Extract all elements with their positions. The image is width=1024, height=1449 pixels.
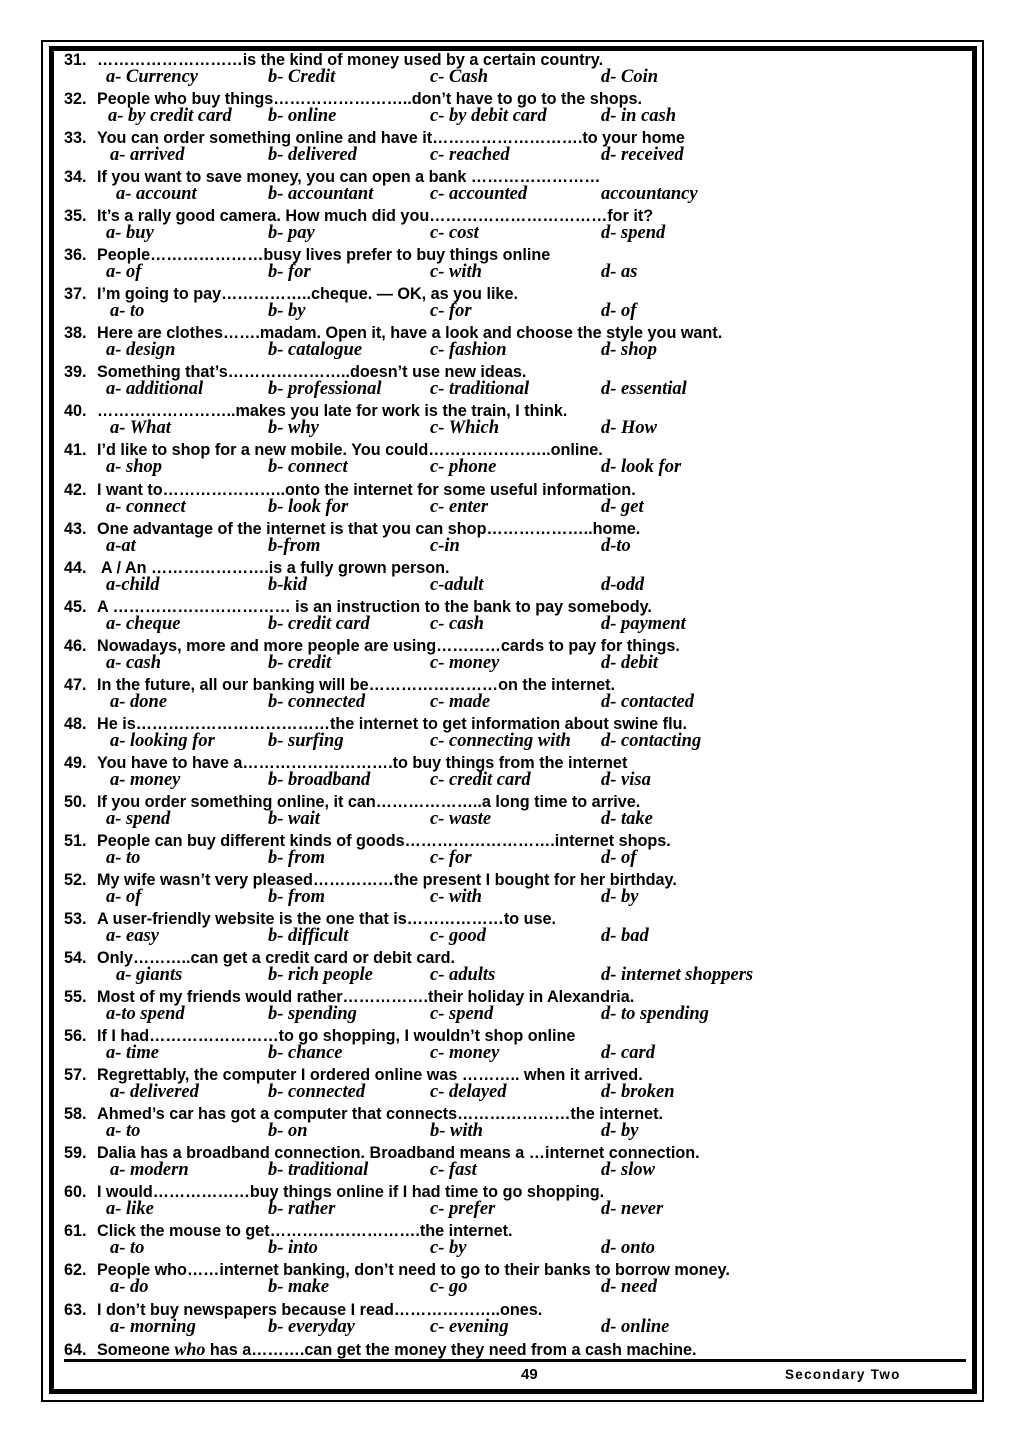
option-c: c- adults bbox=[430, 965, 496, 986]
option-c: c- phone bbox=[430, 457, 497, 478]
option-a: a- to bbox=[110, 301, 145, 322]
question-item bbox=[64, 636, 964, 675]
option-c: c- accounted bbox=[430, 184, 528, 205]
question-item bbox=[64, 1260, 964, 1299]
question-text: A …………………………… is an instruction to the bank to pay somebody. bbox=[97, 597, 652, 616]
question-number: 33. bbox=[64, 129, 87, 148]
option-b: b- Credit bbox=[268, 67, 336, 87]
question-number: 56. bbox=[64, 1027, 87, 1046]
option-b: b- on bbox=[268, 1121, 308, 1142]
option-b: b- wait bbox=[268, 808, 320, 829]
answer-options bbox=[64, 926, 964, 946]
page-number: 49 bbox=[521, 1366, 538, 1383]
answer-options bbox=[64, 614, 964, 634]
option-c: c-in bbox=[430, 535, 460, 556]
question-item bbox=[64, 1065, 964, 1104]
question-text: Click the mouse to get……………………….the internet. bbox=[97, 1222, 513, 1241]
option-c: c- reached bbox=[430, 145, 510, 166]
option-b: b- rich people bbox=[268, 965, 373, 986]
question-item bbox=[64, 792, 964, 831]
question-text: ………………………is the kind of money used by a certain country. bbox=[97, 51, 604, 69]
option-b: b- look for bbox=[268, 496, 349, 517]
option-a: a- looking for bbox=[110, 730, 215, 751]
option-d: d- online bbox=[601, 1316, 670, 1337]
option-a: a- done bbox=[110, 691, 168, 712]
option-a: a- of bbox=[106, 886, 142, 907]
option-a: a-to spend bbox=[106, 1004, 185, 1025]
option-d: d- slow bbox=[601, 1160, 655, 1181]
option-d: d- of bbox=[601, 301, 637, 322]
question-text: If you order something online, it can………………..a long time to arrive. bbox=[97, 792, 641, 811]
option-a: a- additional bbox=[106, 379, 204, 400]
option-c: c- cost bbox=[430, 223, 479, 244]
option-d: d- look for bbox=[601, 457, 682, 478]
question-number: 47. bbox=[64, 675, 87, 694]
question-stem bbox=[64, 1339, 697, 1360]
answer-options bbox=[64, 379, 964, 399]
question-item bbox=[64, 1104, 964, 1143]
option-b: b- everyday bbox=[268, 1316, 355, 1337]
question-number: 37. bbox=[64, 285, 87, 304]
question-item bbox=[64, 50, 964, 89]
question-number: 31. bbox=[64, 51, 87, 69]
question-text-italic: who bbox=[174, 1338, 206, 1359]
answer-options bbox=[64, 67, 964, 87]
question-number: 38. bbox=[64, 324, 87, 343]
question-text: If you want to save money, you can open a bank …………………… bbox=[97, 168, 601, 187]
question-item bbox=[64, 167, 964, 206]
question-item bbox=[64, 206, 964, 245]
option-c: c- fast bbox=[430, 1160, 477, 1181]
question-item bbox=[64, 831, 964, 870]
option-c: c- for bbox=[430, 847, 472, 868]
question-text-pre: Someone bbox=[97, 1340, 175, 1359]
option-a: a- giants bbox=[116, 965, 183, 986]
question-item bbox=[64, 948, 964, 987]
question-number: 43. bbox=[64, 519, 87, 538]
option-b: b- traditional bbox=[268, 1160, 369, 1181]
option-d: d- visa bbox=[601, 769, 651, 790]
answer-options bbox=[64, 1238, 964, 1258]
option-b: b- chance bbox=[268, 1043, 343, 1064]
option-d: d- take bbox=[601, 808, 653, 829]
question-text: If I had……………………to go shopping, I wouldn’t shop online bbox=[97, 1027, 576, 1046]
option-c: c- prefer bbox=[430, 1199, 496, 1220]
option-b: b- for bbox=[268, 262, 311, 283]
option-c: c- fashion bbox=[430, 340, 507, 361]
answer-options bbox=[64, 1317, 964, 1337]
answer-options bbox=[64, 887, 964, 907]
answer-options bbox=[64, 418, 964, 438]
option-a: a- morning bbox=[110, 1316, 196, 1337]
option-c: c- connecting with bbox=[430, 730, 571, 751]
question-item bbox=[64, 1221, 964, 1260]
option-d: d- as bbox=[601, 262, 638, 283]
answer-options bbox=[64, 184, 964, 204]
option-c: c- cash bbox=[430, 613, 484, 634]
option-a: a- account bbox=[116, 184, 197, 205]
option-d: d- bad bbox=[601, 926, 649, 947]
question-text: It’s a rally good camera. How much did you……………………………for it? bbox=[97, 207, 654, 226]
question-item bbox=[64, 362, 964, 401]
option-d: d- debit bbox=[601, 652, 659, 673]
answer-options bbox=[64, 1277, 964, 1297]
option-a: a- like bbox=[106, 1199, 154, 1220]
option-c: c- money bbox=[430, 1043, 500, 1064]
answer-options bbox=[64, 1160, 964, 1180]
option-a: a- buy bbox=[106, 223, 154, 244]
option-d: d- broken bbox=[601, 1082, 675, 1103]
option-c: c- spend bbox=[430, 1004, 494, 1025]
answer-options bbox=[64, 809, 964, 829]
option-d: d- need bbox=[601, 1277, 657, 1298]
option-a: a- shop bbox=[106, 457, 163, 478]
option-d: d-to bbox=[601, 535, 631, 556]
option-a: a- money bbox=[110, 769, 181, 790]
question-item bbox=[64, 909, 964, 948]
question-text: Something that’s…………………..doesn’t use new ideas. bbox=[97, 363, 527, 382]
option-b: b- surfing bbox=[268, 730, 344, 751]
option-c: c- by debit card bbox=[430, 106, 547, 127]
question-item bbox=[64, 1143, 964, 1182]
question-number: 57. bbox=[64, 1066, 87, 1085]
question-number: 52. bbox=[64, 870, 87, 889]
answer-options bbox=[64, 262, 964, 282]
answer-options bbox=[64, 457, 964, 477]
option-a: a- by credit card bbox=[108, 106, 232, 127]
question-text: Most of my friends would rather…………….their holiday in Alexandria. bbox=[97, 988, 635, 1007]
option-b: b- accountant bbox=[268, 184, 374, 205]
question-number: 45. bbox=[64, 597, 87, 616]
option-a: a-at bbox=[106, 535, 136, 556]
option-a: a- cheque bbox=[106, 613, 181, 634]
question-number: 36. bbox=[64, 246, 87, 265]
question-text: A / An ………………….is a fully grown person. bbox=[97, 558, 450, 577]
question-item bbox=[64, 1182, 964, 1221]
option-d: d- payment bbox=[601, 613, 686, 634]
question-number: 46. bbox=[64, 636, 87, 655]
option-c: c- with bbox=[430, 886, 482, 907]
option-b: b- credit card bbox=[268, 613, 370, 634]
option-d: d- of bbox=[601, 847, 637, 868]
question-number: 40. bbox=[64, 402, 87, 421]
question-item bbox=[64, 440, 964, 479]
option-c: c- Which bbox=[430, 418, 500, 439]
footer-rule bbox=[64, 1359, 966, 1362]
answer-options bbox=[64, 536, 964, 556]
answer-options bbox=[64, 770, 964, 790]
question-text: You have to have a……………………….to buy things from the internet bbox=[97, 753, 628, 772]
option-d: d- Coin bbox=[601, 67, 659, 87]
question-item bbox=[64, 519, 964, 558]
answer-options bbox=[64, 1121, 964, 1141]
option-a: a- modern bbox=[110, 1160, 189, 1181]
option-d: d- get bbox=[601, 496, 644, 517]
question-item bbox=[64, 987, 964, 1026]
question-number: 53. bbox=[64, 910, 87, 929]
question-text: Ahmed’s car has got a computer that connects…………………the internet. bbox=[97, 1105, 664, 1124]
question-number: 41. bbox=[64, 441, 87, 460]
question-item bbox=[64, 1300, 964, 1339]
question-number: 60. bbox=[64, 1183, 87, 1202]
option-d: d- card bbox=[601, 1043, 655, 1064]
option-c: c- delayed bbox=[430, 1082, 507, 1103]
option-a: a- design bbox=[106, 340, 176, 361]
question-text: Dalia has a broadband connection. Broadband means a …internet connection. bbox=[97, 1144, 700, 1163]
question-text: People…………………busy lives prefer to buy things online bbox=[97, 246, 551, 265]
question-item bbox=[64, 870, 964, 909]
option-a: a- time bbox=[106, 1043, 159, 1064]
option-c: c- go bbox=[430, 1277, 468, 1298]
option-a: a- easy bbox=[106, 926, 159, 947]
question-number: 58. bbox=[64, 1105, 87, 1124]
option-d: d- internet shoppers bbox=[601, 965, 754, 986]
option-d: d- never bbox=[601, 1199, 664, 1220]
question-text: I would………………buy things online if I had time to go shopping. bbox=[97, 1183, 605, 1202]
question-item bbox=[64, 597, 964, 636]
option-a: a- to bbox=[106, 847, 141, 868]
question-text: I’m going to pay……………..cheque. — OK, as you like. bbox=[97, 285, 518, 304]
option-a: a- connect bbox=[106, 496, 186, 517]
answer-options bbox=[64, 1004, 964, 1024]
option-b: b- professional bbox=[268, 379, 382, 400]
option-a: a- do bbox=[110, 1277, 149, 1298]
option-a: a- What bbox=[110, 418, 171, 439]
option-c: c- made bbox=[430, 691, 491, 712]
question-text: A user-friendly website is the one that is………………to use. bbox=[97, 910, 557, 929]
option-c: c- enter bbox=[430, 496, 489, 517]
option-b: b- rather bbox=[268, 1199, 336, 1220]
option-c: c- evening bbox=[430, 1316, 509, 1337]
question-text: You can order something online and have it……………………….to your home bbox=[97, 129, 685, 148]
option-d: d- spend bbox=[601, 223, 666, 244]
question-number: 51. bbox=[64, 831, 87, 850]
answer-options bbox=[64, 731, 964, 751]
answer-options bbox=[64, 575, 964, 595]
option-c: c- money bbox=[430, 652, 500, 673]
option-d: d- to spending bbox=[601, 1004, 709, 1025]
option-c: c- with bbox=[430, 262, 482, 283]
option-a: a-child bbox=[106, 574, 160, 595]
question-number: 64. bbox=[64, 1340, 87, 1359]
option-b: b- credit bbox=[268, 652, 332, 673]
option-a: a- of bbox=[106, 262, 142, 283]
answer-options bbox=[64, 653, 964, 673]
answer-options bbox=[64, 848, 964, 868]
option-a: a- cash bbox=[106, 652, 161, 673]
option-c: c-adult bbox=[430, 574, 484, 595]
option-d: d- received bbox=[601, 145, 684, 166]
option-d: d- onto bbox=[601, 1238, 655, 1259]
option-c: c- traditional bbox=[430, 379, 530, 400]
option-c: c- by bbox=[430, 1238, 467, 1259]
option-a: a- Currency bbox=[106, 67, 198, 87]
question-text: People who……internet banking, don’t need to go to their banks to borrow money. bbox=[97, 1261, 730, 1280]
question-item bbox=[64, 323, 964, 362]
answer-options bbox=[64, 106, 964, 126]
option-b: b- from bbox=[268, 886, 326, 907]
question-number: 35. bbox=[64, 207, 87, 226]
option-b: b- difficult bbox=[268, 926, 349, 947]
question-number: 48. bbox=[64, 714, 87, 733]
option-b: b- delivered bbox=[268, 145, 357, 166]
question-item bbox=[64, 128, 964, 167]
question-text: People who buy things……………………..don’t have to go to the shops. bbox=[97, 90, 642, 109]
option-d: d- in cash bbox=[601, 106, 677, 127]
option-c: b- with bbox=[430, 1121, 483, 1142]
question-item bbox=[64, 284, 964, 323]
question-text: Here are clothes…….madam. Open it, have a look and choose the style you want. bbox=[97, 324, 723, 343]
question-item bbox=[64, 675, 964, 714]
question-number: 34. bbox=[64, 168, 87, 187]
option-a: a- delivered bbox=[110, 1082, 199, 1103]
question-text: Only………..can get a credit card or debit card. bbox=[97, 949, 456, 968]
answer-options bbox=[64, 497, 964, 517]
answer-options bbox=[64, 1043, 964, 1063]
question-item bbox=[64, 558, 964, 597]
question-number: 44. bbox=[64, 558, 87, 577]
answer-options bbox=[64, 965, 964, 985]
question-text: Regrettably, the computer I ordered online was ……….. when it arrived. bbox=[97, 1066, 643, 1085]
option-d: accountancy bbox=[601, 184, 698, 205]
option-a: a- arrived bbox=[110, 145, 185, 166]
option-b: b- why bbox=[268, 418, 319, 439]
option-b: b- by bbox=[268, 301, 306, 322]
option-d: d- contacting bbox=[601, 730, 702, 751]
option-b: b- into bbox=[268, 1238, 318, 1259]
question-number: 62. bbox=[64, 1261, 87, 1280]
option-b: b- spending bbox=[268, 1004, 357, 1025]
question-text: He is………………………………the internet to get information about swine flu. bbox=[97, 714, 687, 733]
option-d: d- by bbox=[601, 1121, 639, 1142]
option-c: c- good bbox=[430, 926, 486, 947]
question-text: I’d like to shop for a new mobile. You could…………………..online. bbox=[97, 441, 603, 460]
option-d: d- How bbox=[601, 418, 658, 439]
option-c: c- waste bbox=[430, 808, 492, 829]
answer-options bbox=[64, 301, 964, 321]
option-d: d- shop bbox=[601, 340, 658, 361]
option-a: a- spend bbox=[106, 808, 171, 829]
question-item bbox=[64, 401, 964, 440]
answer-options bbox=[64, 692, 964, 712]
question-number: 59. bbox=[64, 1144, 87, 1163]
option-a: a- to bbox=[106, 1121, 141, 1142]
question-item bbox=[64, 245, 964, 284]
question-number: 61. bbox=[64, 1222, 87, 1241]
question-text: ……………………..makes you late for work is the train, I think. bbox=[97, 402, 568, 421]
question-text: My wife wasn’t very pleased……………the present I bought for her birthday. bbox=[97, 870, 677, 889]
option-b: b- broadband bbox=[268, 769, 371, 790]
question-item bbox=[64, 1026, 964, 1065]
option-b: b- catalogue bbox=[268, 340, 363, 361]
question-item bbox=[64, 714, 964, 753]
option-b: b- make bbox=[268, 1277, 330, 1298]
question-number: 54. bbox=[64, 949, 87, 968]
question-number: 42. bbox=[64, 480, 87, 499]
answer-options bbox=[64, 1199, 964, 1219]
question-number: 50. bbox=[64, 792, 87, 811]
option-b: b- online bbox=[268, 106, 337, 127]
question-text: I don’t buy newspapers because I read………………..ones. bbox=[97, 1300, 543, 1319]
question-text: In the future, all our banking will be……………………on the internet. bbox=[97, 675, 616, 694]
question-number: 49. bbox=[64, 753, 87, 772]
question-number: 39. bbox=[64, 363, 87, 382]
question-text: I want to…………………..onto the internet for some useful information. bbox=[97, 480, 636, 499]
option-c: c- Cash bbox=[430, 67, 489, 87]
question-item bbox=[64, 480, 964, 519]
question-item bbox=[64, 89, 964, 128]
answer-options bbox=[64, 1082, 964, 1102]
option-d: d- contacted bbox=[601, 691, 694, 712]
option-c: c- for bbox=[430, 301, 472, 322]
question-list bbox=[64, 50, 964, 1378]
question-text: Nowadays, more and more people are using…………cards to pay for things. bbox=[97, 636, 680, 655]
question-number: 32. bbox=[64, 90, 87, 109]
option-b: b- connected bbox=[268, 691, 366, 712]
option-a: a- to bbox=[110, 1238, 145, 1259]
option-d: d- essential bbox=[601, 379, 687, 400]
question-item bbox=[64, 753, 964, 792]
question-text: One advantage of the internet is that you can shop………………..home. bbox=[97, 519, 641, 538]
option-b: b-kid bbox=[268, 574, 308, 595]
answer-options bbox=[64, 340, 964, 360]
question-text-post: has a……….can get the money they need from a cash machine. bbox=[205, 1340, 697, 1359]
answer-options bbox=[64, 223, 964, 243]
option-b: b- connect bbox=[268, 457, 348, 478]
option-c: c- credit card bbox=[430, 769, 531, 790]
footer-label: Secondary Two bbox=[785, 1367, 901, 1382]
question-number: 55. bbox=[64, 988, 87, 1007]
option-b: b-from bbox=[268, 535, 321, 556]
option-d: d- by bbox=[601, 886, 639, 907]
option-b: b- connected bbox=[268, 1082, 366, 1103]
option-b: b- from bbox=[268, 847, 326, 868]
question-number: 63. bbox=[64, 1300, 87, 1319]
option-d: d-odd bbox=[601, 574, 645, 595]
option-b: b- pay bbox=[268, 223, 315, 244]
answer-options bbox=[64, 145, 964, 165]
question-text: People can buy different kinds of goods……………………….internet shops. bbox=[97, 831, 671, 850]
